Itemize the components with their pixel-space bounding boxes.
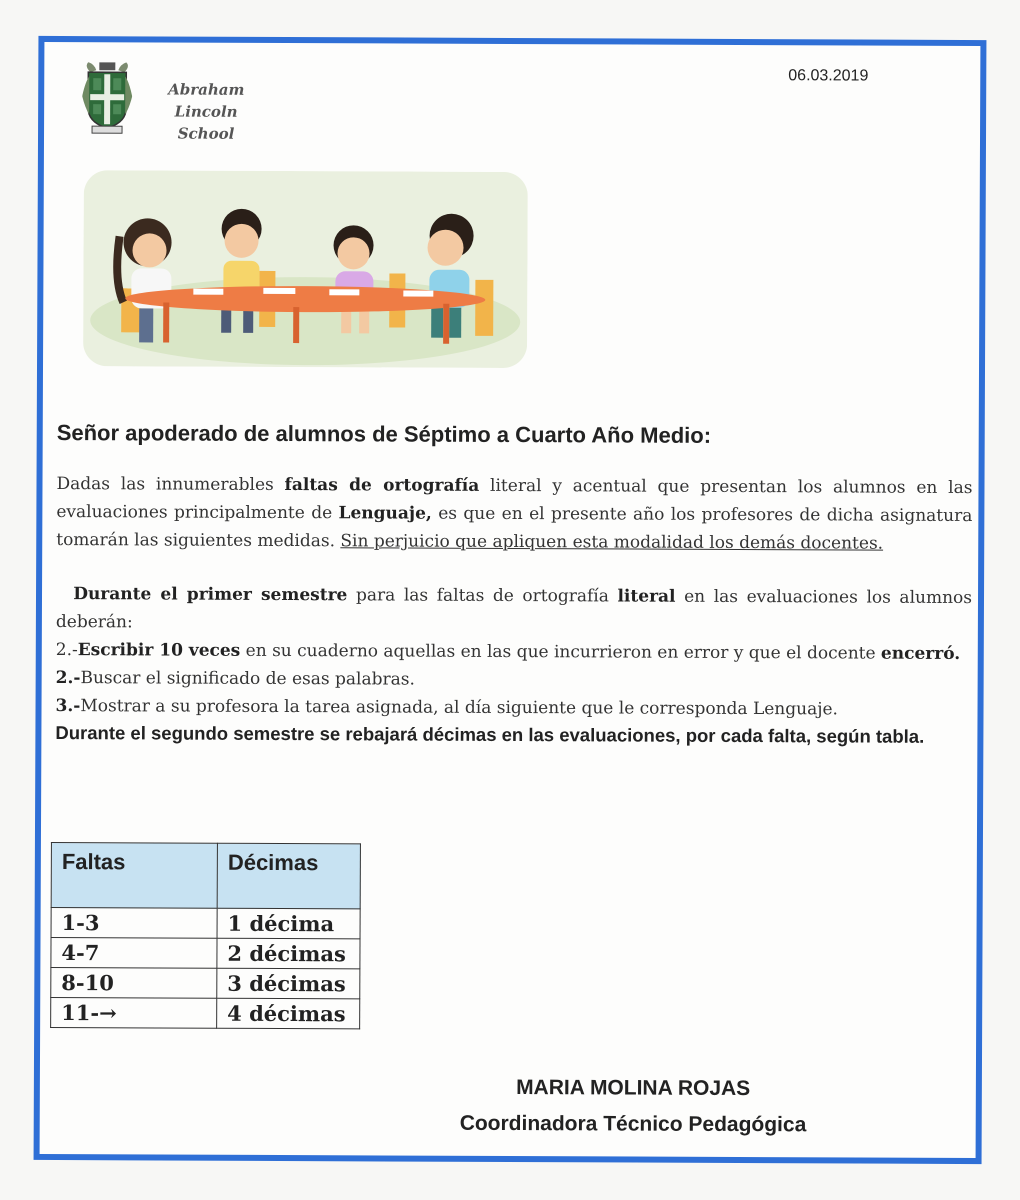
bold-run: Escribir 10 veces [77, 640, 241, 661]
table-row [51, 968, 360, 999]
students-at-table-illustration [83, 170, 528, 368]
table-cell: 11-→ [51, 998, 217, 1029]
text-run: Dadas las innumerables [56, 474, 285, 496]
school-name [136, 78, 276, 145]
item-number: 2.- [55, 668, 81, 689]
bold-run: literal [617, 586, 676, 607]
table-row [51, 908, 360, 939]
underlined-run: Sin perjuicio que apliquen esta modalidad los demás docentes. [340, 531, 884, 554]
list-item [56, 636, 972, 668]
second-semester-note: Durante el segundo semestre se rebajará décimas en las evaluaciones, por cada falta, según tabla. [55, 722, 925, 747]
table-cell: 4-7 [51, 938, 217, 969]
paragraph-intro [56, 470, 972, 558]
bold-run: Lenguaje, [338, 503, 432, 524]
table-cell: 1-3 [51, 908, 217, 939]
column-header-faltas: Faltas [51, 843, 217, 909]
document-date: 06.03.2019 [788, 67, 869, 85]
table-header-row [51, 843, 360, 909]
text-run: en las evaluaciones los alumnos deberán: [55, 586, 973, 633]
text-run: para las faltas de ortografía [347, 585, 618, 607]
list-item [56, 664, 972, 696]
table-cell: 2 décimas [217, 938, 360, 969]
bold-run: Durante el primer semestre [73, 584, 348, 606]
list-item [55, 692, 971, 724]
text-run: es que en el presente año los profesores de dicha asignatura tomarán las siguientes medidas. [56, 503, 973, 552]
signer-title: Coordinadora Técnico Pedagógica [459, 1111, 807, 1137]
table-row [51, 938, 360, 969]
item-number: 2.- [55, 640, 78, 661]
text-run: literal y acentual que presentan los alumnos en las evaluaciones principalmente de [56, 475, 973, 524]
document-body [55, 470, 972, 750]
table-cell: 4 décimas [217, 998, 360, 1029]
text-run: en su cuaderno aquellas en las que incurrieron en error y que el docente [240, 640, 882, 664]
document-heading: Señor apoderado de alumnos de Séptimo a Cuarto Año Medio: [56, 420, 712, 448]
bold-run: encerró. [880, 643, 961, 664]
text-run: Mostrar a su profesora la tarea asignada, al día siguiente que le corresponda Lenguaje. [80, 696, 839, 720]
school-name-line1: Abraham Lincoln [168, 80, 245, 121]
signature-block [460, 1070, 807, 1144]
document-frame [34, 36, 987, 1164]
school-name-line2: School [177, 124, 235, 143]
signer-name: MARIA MOLINA ROJAS [516, 1076, 751, 1101]
school-logo [82, 62, 272, 143]
table-cell: 1 décima [217, 908, 360, 939]
table-cell: 3 décimas [217, 968, 360, 999]
table-row [51, 998, 360, 1029]
text-run: Buscar el significado de esas palabras. [80, 668, 415, 690]
table-cell: 8-10 [51, 968, 217, 999]
paragraph-first-semester [56, 580, 972, 640]
column-header-decimas: Décimas [217, 843, 360, 909]
school-crest-icon [82, 62, 132, 134]
penalty-table [50, 842, 361, 1029]
bold-run: faltas de ortografía [284, 475, 480, 496]
item-number: 3.- [55, 696, 81, 717]
